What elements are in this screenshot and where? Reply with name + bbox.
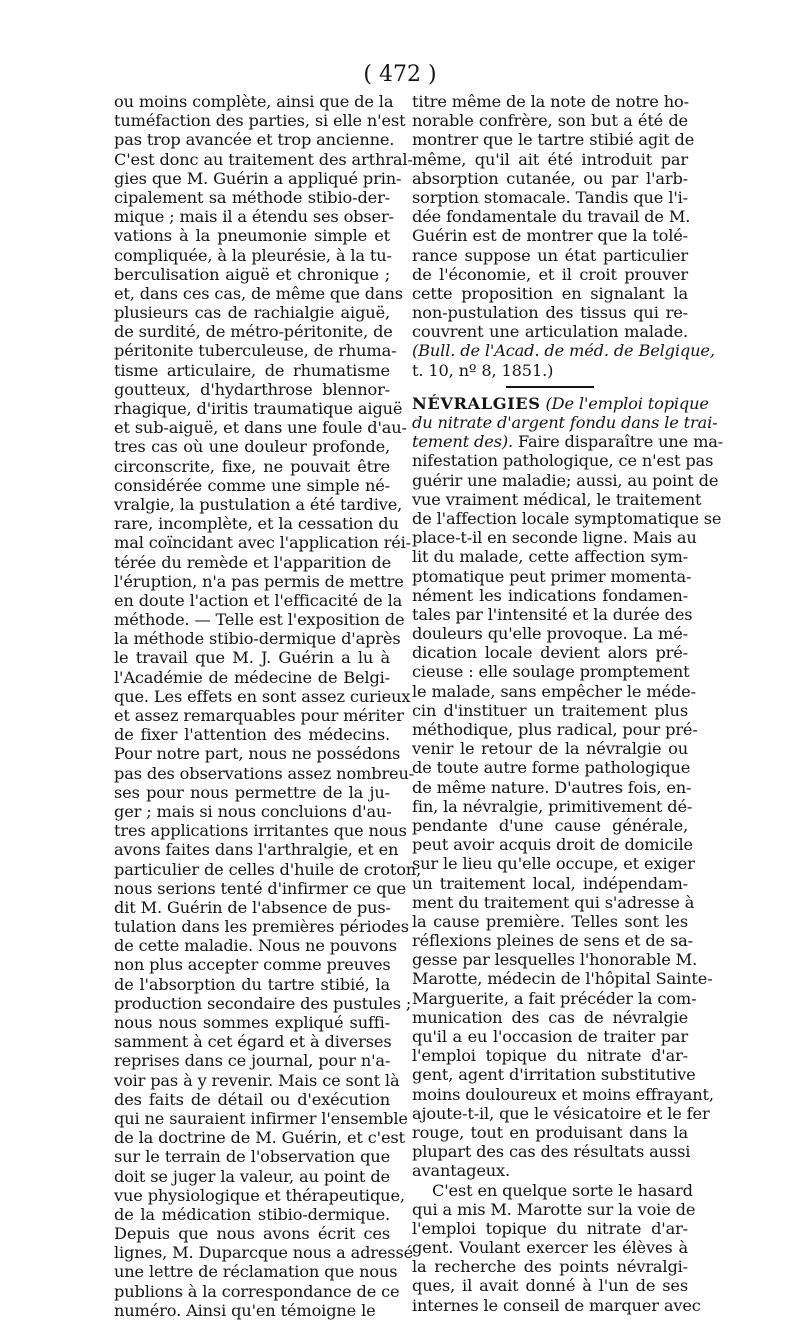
text-line: titre même de la note de notre ho- <box>412 92 689 111</box>
text-line: non-pustulation des tissus qui re- <box>412 303 688 323</box>
text-line: cieuse : elle soulage promptement <box>412 662 690 682</box>
text-line: de la médication stibio-dermique. <box>114 1204 390 1224</box>
text-line: gies que M. Guérin a appliqué prin- <box>114 168 402 188</box>
text-line: ses pour nous permettre de la ju- <box>114 782 390 802</box>
text-line: reprises dans ce journal, pour n'a- <box>114 1051 391 1071</box>
text-line: Pour notre part, nous ne possédons <box>114 744 401 764</box>
text-line: la recherche des points névralgi- <box>412 1257 688 1277</box>
text-line: rouge, tout en produisant dans la <box>412 1122 688 1142</box>
text-line: nous serions tenté d'infirmer ce que <box>114 878 407 898</box>
text-line: voir pas à y revenir. Mais ce sont là <box>114 1070 400 1090</box>
text-line: du nitrate d'argent fondu dans le trai- <box>412 413 718 432</box>
text-line: vations à la pneumonie simple et <box>114 226 390 246</box>
text-line: gent. Voulant exercer les élèves à <box>412 1238 688 1258</box>
section-heading-subtitle: (De l'emploi topique <box>540 393 709 413</box>
text-line: le malade, sans empêcher le méde- <box>412 681 696 701</box>
text-line: Depuis que nous avons écrit ces <box>114 1224 390 1244</box>
text-line: vue vraiment médical, le traitement <box>412 489 702 509</box>
text-line: avantageux. <box>412 1161 511 1181</box>
text-line: norable confrère, son but a été de <box>412 111 688 131</box>
text-line: nifestation pathologique, ce n'est pas <box>412 451 714 471</box>
text-line: tales par l'intensité et la durée des <box>412 604 693 624</box>
text-line: fin, la névralgie, primitivement dé- <box>412 796 693 816</box>
text-line: pas des observations assez nombreu- <box>114 763 415 783</box>
text-line: nément les indications fondamen- <box>412 585 688 605</box>
text-line: mal coïncidant avec l'application réi- <box>114 533 411 553</box>
text-line: plupart des cas des résultats aussi <box>412 1142 691 1162</box>
text-line: Marguerite, a fait précéder la com- <box>412 988 697 1008</box>
text-line: samment à cet égard et à diverses <box>114 1032 392 1052</box>
text-line: compliquée, à la pleurésie, à la tu- <box>114 245 392 265</box>
text-line: munication des cas de névralgie <box>412 1007 688 1027</box>
text-line: venir le retour de la névralgie ou <box>412 739 688 759</box>
text-line: production secondaire des pustules ; <box>114 993 412 1013</box>
text-line: sorption stomacale. Tandis que l'i- <box>412 187 688 207</box>
text-line: tres cas où une douleur profonde, <box>114 437 390 457</box>
text-line: (Bull. de l'Acad. de méd. de Belgique, <box>412 341 715 361</box>
text-line: des faits de détail ou d'exécution <box>114 1089 390 1109</box>
text-line: dée fondamentale du travail de M. <box>412 207 691 227</box>
right-column <box>412 92 724 1315</box>
text-line: en doute l'action et l'efficacité de la <box>114 590 403 610</box>
text-line: la méthode stibio-dermique d'après <box>114 629 401 649</box>
text-line: qu'il a eu l'occasion de traiter par <box>412 1027 688 1046</box>
text-line: péritonite tuberculeuse, de rhuma- <box>114 341 397 361</box>
text-line: tisme articulaire, de rhumatisme <box>114 360 390 380</box>
right-column-top-text <box>412 92 715 380</box>
right-column-body-text <box>412 413 724 1315</box>
text-line: plusieurs cas de rachialgie aiguë, <box>114 303 390 323</box>
text-line: l'emploi topique du nitrate d'ar- <box>412 1218 688 1238</box>
text-line: goutteux, d'hydarthrose blennor- <box>114 379 390 399</box>
text-line: mique ; mais il a étendu ses obser- <box>114 207 394 227</box>
text-line: couvrent une articulation malade. <box>412 322 688 342</box>
text-line: ment du traitement qui s'adresse à <box>412 892 695 912</box>
text-line: que. Les effets en sont assez curieux <box>114 686 411 706</box>
text-line: gent, agent d'irritation substitutive <box>412 1065 696 1085</box>
text-line: cette proposition en signalant la <box>412 283 688 303</box>
text-line: cin d'instituer un traitement plus <box>412 700 688 720</box>
text-line: nous nous sommes expliqué suffi- <box>114 1013 390 1032</box>
text-line: place-t-il en seconde ligne. Mais au <box>412 528 697 548</box>
text-line: lignes, M. Duparcque nous a adressé <box>114 1243 414 1263</box>
text-line: de fixer l'attention des médecins. <box>114 725 390 745</box>
text-line: tement des). Faire disparaître une ma- <box>412 432 724 452</box>
text-line: l'Académie de médecine de Belgi- <box>114 667 390 687</box>
text-line: ptomatique peut primer momenta- <box>412 566 692 586</box>
text-line: rhagique, d'iritis traumatique aiguë <box>114 399 403 418</box>
text-line: le travail que M. J. Guérin a lu à <box>114 648 390 668</box>
text-line: méthode. — Telle est l'exposition de <box>114 610 405 630</box>
text-line: méthodique, plus radical, pour pré- <box>412 720 698 739</box>
text-line: ou moins complète, ainsi que de la <box>114 92 394 111</box>
text-line: dit M. Guérin de l'absence de pus- <box>114 897 391 917</box>
text-line: berculisation aiguë et chronique ; <box>114 264 390 284</box>
text-line: et, dans ces cas, de même que dans <box>114 283 403 303</box>
text-line: pas trop avancée et trop ancienne. <box>114 130 395 150</box>
text-line: térée du remède et l'apparition de <box>114 552 392 572</box>
text-line: particulier de celles d'huile de croton, <box>114 859 422 879</box>
text-line: internes le conseil de marquer avec <box>412 1295 701 1315</box>
text-line: la cause première. Telles sont les <box>412 911 688 931</box>
text-line: t. 10, nº 8, 1851.) <box>412 360 554 380</box>
text-line: non plus accepter comme preuves <box>114 955 391 975</box>
text-line: peut avoir acquis droit de domicile <box>412 835 693 855</box>
page-number: ( 472 ) <box>363 62 437 87</box>
text-line: lit du malade, cette affection sym- <box>412 547 688 567</box>
text-line: numéro. Ainsi qu'en témoigne le <box>114 1300 376 1320</box>
text-line: de toute autre forme pathologique <box>412 758 691 778</box>
text-line: de la doctrine de M. Guérin, et c'est <box>114 1128 405 1148</box>
text-line: doit se juger la valeur, au point de <box>114 1166 390 1186</box>
text-line: publions à la correspondance de ce <box>114 1281 400 1301</box>
text-line: douleurs qu'elle provoque. La mé- <box>412 624 688 644</box>
text-line: Marotte, médecin de l'hôpital Sainte- <box>412 969 713 989</box>
text-line: vue physiologique et thérapeutique, <box>114 1185 405 1205</box>
text-line: de cette maladie. Nous ne pouvons <box>114 936 397 956</box>
text-line: une lettre de réclamation que nous <box>114 1262 398 1282</box>
text-line: qui a mis M. Marotte sur la voie de <box>412 1199 696 1219</box>
left-column <box>114 92 422 1320</box>
section-rule <box>506 386 594 388</box>
text-line: rare, incomplète, et la cessation du <box>114 514 399 534</box>
text-line: pendante d'une cause générale, <box>412 815 688 835</box>
text-line: cipalement sa méthode stibio-der- <box>114 187 390 207</box>
text-line: réflexions pleines de sens et de sa- <box>412 931 693 951</box>
text-line: de même nature. D'autres fois, en- <box>412 777 692 797</box>
text-line: considérée comme une simple né- <box>114 475 390 495</box>
text-line: tres applications irritantes que nous <box>114 821 407 841</box>
text-line: qui ne sauraient infirmer l'ensemble <box>114 1108 408 1128</box>
text-line: ques, il avait donné à l'un de ses <box>412 1276 688 1296</box>
text-line: moins douloureux et moins effrayant, <box>412 1084 714 1104</box>
text-line: vralgie, la pustulation a été tardive, <box>114 494 403 514</box>
text-line: de l'économie, et il croit prouver <box>412 264 688 284</box>
text-line: C'est en quelque sorte le hasard <box>432 1180 693 1200</box>
text-line: sur le terrain de l'observation que <box>114 1147 390 1167</box>
text-line: circonscrite, fixe, ne pouvait être <box>114 456 390 476</box>
text-line: ger ; mais si nous concluions d'au- <box>114 801 392 821</box>
text-line: avons faites dans l'arthralgie, et en <box>114 840 399 860</box>
text-line: de l'absorption du tartre stibié, la <box>114 974 390 994</box>
section-heading: NÉVRALGIES <box>412 393 541 413</box>
text-line: absorption cutanée, ou par l'arb- <box>412 168 688 188</box>
section-heading-line <box>412 393 709 413</box>
text-line: montrer que le tartre stibié agit de <box>412 130 695 150</box>
text-line: sur le lieu qu'elle occupe, et exiger <box>412 854 695 874</box>
text-line: un traitement local, indépendam- <box>412 873 688 893</box>
text-line: tulation dans les premières périodes <box>114 917 409 937</box>
text-line: tuméfaction des parties, si elle n'est <box>114 111 406 131</box>
text-line: de l'affection locale symptomatique se <box>412 508 722 528</box>
text-line: gesse par lesquelles l'honorable M. <box>412 950 698 970</box>
text-line: même, qu'il ait été introduit par <box>412 149 688 169</box>
text-line: rance suppose un état particulier <box>412 245 688 265</box>
text-line: guérir une maladie; aussi, au point de <box>412 470 719 490</box>
text-line: l'éruption, n'a pas permis de mettre <box>114 571 404 591</box>
text-line: et assez remarquables pour mériter <box>114 706 404 725</box>
text-line: de surdité, de métro-péritonite, de <box>114 322 393 342</box>
text-line: C'est donc au traitement des arthral- <box>114 149 413 169</box>
text-line: Guérin est de montrer que la tolé- <box>412 226 688 246</box>
text-line: dication locale devient alors pré- <box>412 643 688 663</box>
text-line: ajoute-t-il, que le vésicatoire et le fer <box>412 1103 710 1123</box>
text-line: l'emploi topique du nitrate d'ar- <box>412 1046 688 1066</box>
text-line: et sub-aiguë, et dans une foule d'au- <box>114 418 407 438</box>
